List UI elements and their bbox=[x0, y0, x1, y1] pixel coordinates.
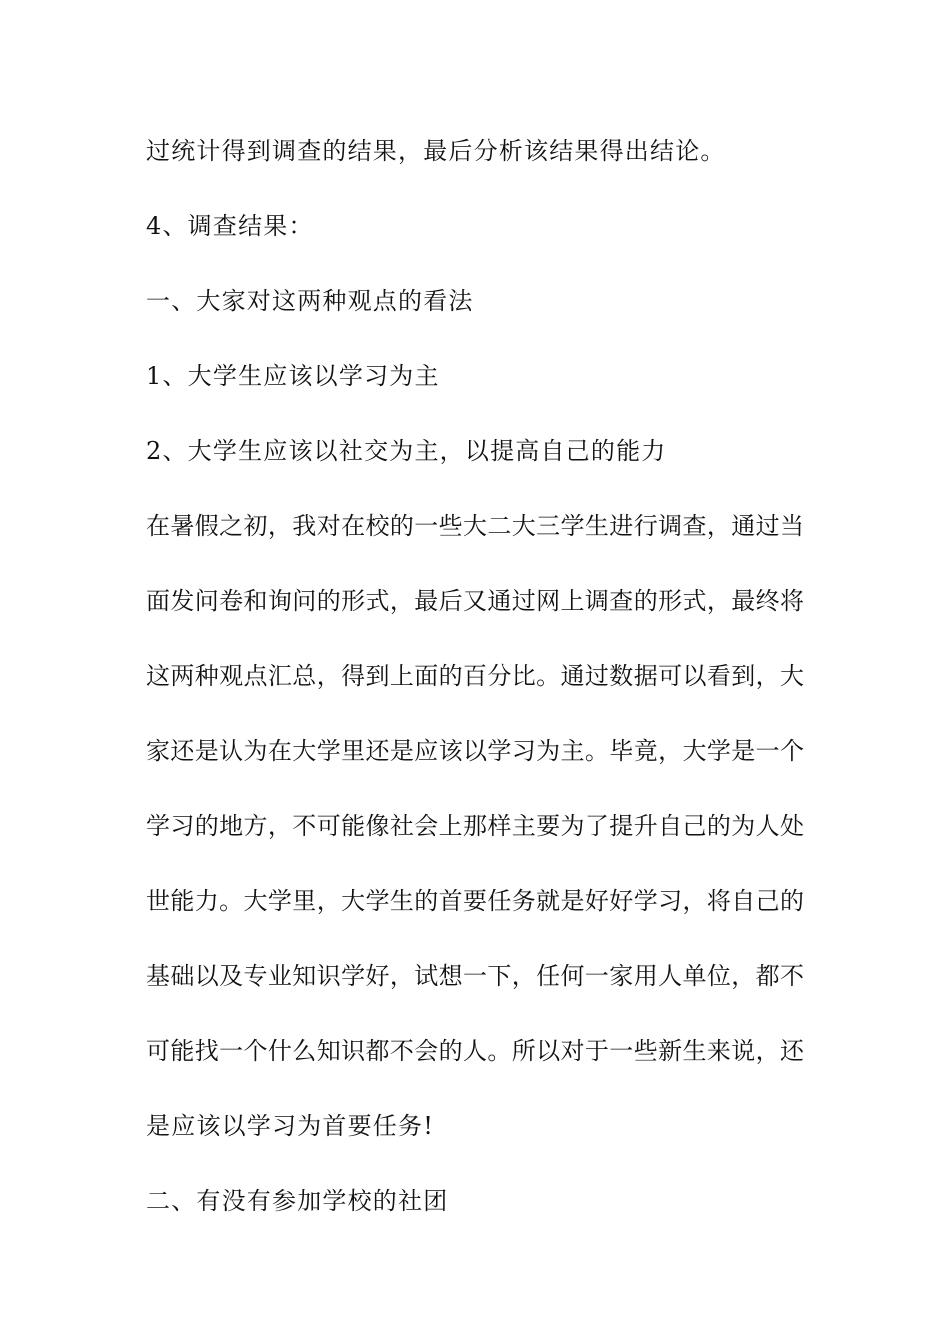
paragraph-line: 家还是认为在大学里还是应该以学习为主。毕竟，大学是一个 bbox=[146, 737, 804, 765]
list-item: 2、大学生应该以社交为主，以提高自己的能力 bbox=[146, 437, 667, 465]
text-line: 过统计得到调查的结果，最后分析该结果得出结论。 bbox=[146, 137, 726, 165]
paragraph-line: 基础以及专业知识学好，试想一下，任何一家用人单位，都不 bbox=[146, 962, 804, 990]
paragraph-line: 面发问卷和询问的形式，最后又通过网上调查的形式，最终将 bbox=[146, 587, 804, 615]
paragraph-line: 是应该以学习为首要任务! bbox=[146, 1112, 435, 1140]
list-item: 1、大学生应该以学习为主 bbox=[146, 362, 440, 390]
paragraph-line: 可能找一个什么知识都不会的人。所以对于一些新生来说，还 bbox=[146, 1037, 804, 1065]
paragraph-line: 学习的地方，不可能像社会上那样主要为了提升自己的为人处 bbox=[146, 812, 804, 840]
paragraph-line: 在暑假之初，我对在校的一些大二大三学生进行调查，通过当 bbox=[146, 512, 804, 540]
section-heading: 4、调查结果： bbox=[146, 212, 314, 240]
subsection-heading: 二、有没有参加学校的社团 bbox=[146, 1187, 449, 1215]
paragraph-line: 这两种观点汇总，得到上面的百分比。通过数据可以看到，大 bbox=[146, 662, 804, 690]
subsection-heading: 一、大家对这两种观点的看法 bbox=[146, 287, 474, 315]
paragraph-line: 世能力。大学里，大学生的首要任务就是好好学习，将自己的 bbox=[146, 887, 804, 915]
